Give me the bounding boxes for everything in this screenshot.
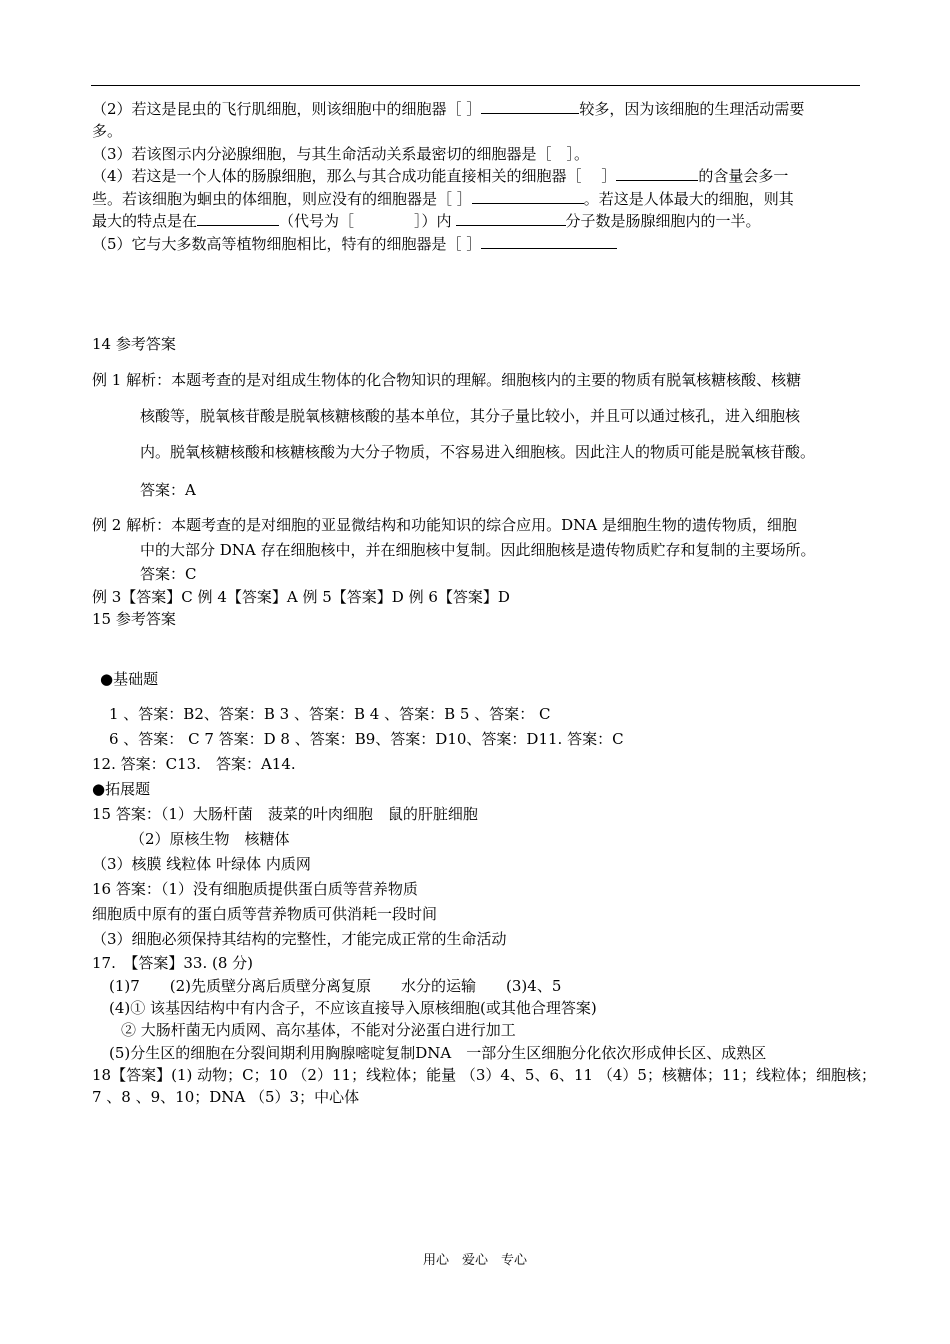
page-footer: 用心 爱心 专心 xyxy=(422,1253,527,1268)
example-1-line-1: 例 1 解析：本题考查的是对组成生物体的化合物知识的理解。细胞核内的主要的物质有脱氧核糖核酸、核糖 xyxy=(92,371,802,389)
q4-text-3a: 最大的特点是在 xyxy=(92,212,198,230)
example-2-line-1: 例 2 解析：本题考查的是对细胞的亚显微结构和功能知识的综合应用。DNA 是细胞生物的遗传物质，细胞 xyxy=(92,516,797,534)
q4-text-3b: （代号为［ ］）内 xyxy=(279,212,452,230)
q4-text-2-cont: 。若这是人体最大的细胞，则其 xyxy=(583,190,794,208)
answer-18-line-2: 7 、8 、9、10；DNA （5）3；中心体 xyxy=(92,1088,360,1106)
blank xyxy=(616,165,698,181)
examples-3-6-answers: 例 3【答案】C 例 4【答案】A 例 5【答案】D 例 6【答案】D xyxy=(92,588,510,606)
answer-15-line-1: 15 答案：（1）大肠杆菌 菠菜的叶肉细胞 鼠的肝脏细胞 xyxy=(92,805,478,823)
q2-text: （2）若这是昆虫的飞行肌细胞，则该细胞中的细胞器［ ］ xyxy=(92,100,482,118)
answer-17-line-1: 17. 【答案】33. (8 分) xyxy=(92,954,253,972)
header-rule xyxy=(91,85,860,86)
extension-questions-heading: ●拓展题 xyxy=(92,780,151,798)
answer-18-line-1: 18【答案】(1) 动物；C；10 （2）11；线粒体；能量 （3）4、5、6、11 （4）5；核糖体；11；线粒体；细胞核； xyxy=(92,1066,877,1084)
answer-15-line-3: （3）核膜 线粒体 叶绿体 内质网 xyxy=(92,855,311,873)
q3-line: （3）若该图示内分泌腺细胞，与其生命活动关系最密切的细胞器是［ ］。 xyxy=(92,145,590,163)
basic-answers-line-1: 1 、答案：B2、答案：B 3 、答案：B 4 、答案：B 5 、答案： C xyxy=(109,705,551,723)
q4-text-2: 些。若该细胞为蛔虫的体细胞，则应没有的细胞器是［ ］ xyxy=(92,190,472,208)
example-1-line-2: 核酸等，脱氧核苷酸是脱氧核糖核酸的基本单位，其分子量比较小，并且可以通过核孔，进入细胞核 xyxy=(140,407,801,425)
blank xyxy=(481,98,579,114)
q4-line-2 xyxy=(92,188,794,210)
q4-line xyxy=(92,165,788,187)
answer-17-line-3: (4)① 该基因结构中有内含子，不应该直接导入原核细胞(或其他合理答案) xyxy=(109,999,597,1017)
q4-text: （4）若这是一个人体的肠腺细胞，那么与其合成功能直接相关的细胞器［ ］ xyxy=(92,167,617,185)
example-1-answer: 答案：A xyxy=(140,481,196,499)
blank xyxy=(481,233,617,249)
q5-text: （5）它与大多数高等植物细胞相比，特有的细胞器是［ ］ xyxy=(92,235,482,253)
section-15-heading: 15 参考答案 xyxy=(92,610,176,628)
q4-text-3c: 分子数是肠腺细胞内的一半。 xyxy=(565,212,761,230)
answer-16-line-2: 细胞质中原有的蛋白质等营养物质可供消耗一段时间 xyxy=(92,905,438,923)
answer-16-line-1: 16 答案：（1）没有细胞质提供蛋白质等营养物质 xyxy=(92,880,418,898)
q2-line-2: 多。 xyxy=(92,122,123,140)
basic-answers-line-3: 12. 答案：C13. 答案：A14. xyxy=(92,755,296,773)
answer-15-line-2: （2）原核生物 核糖体 xyxy=(130,830,290,848)
answer-17-line-4: ② 大肠杆菌无内质网、高尔基体，不能对分泌蛋白进行加工 xyxy=(121,1021,516,1039)
answer-17-line-5: (5)分生区的细胞在分裂间期利用胸腺嘧啶复制DNA 一部分生区细胞分化依次形成伸长区、成熟区 xyxy=(109,1044,767,1062)
answer-17-line-2: (1)7 (2)先质壁分离后质壁分离复原 水分的运输 (3)4、5 xyxy=(109,977,562,995)
q5-line xyxy=(92,233,617,255)
blank xyxy=(197,210,279,226)
example-2-answer: 答案：C xyxy=(140,565,197,583)
blank xyxy=(472,188,584,204)
section-14-heading: 14 参考答案 xyxy=(92,335,176,353)
q2-text-cont: 较多，因为该细胞的生理活动需要 xyxy=(579,100,805,118)
q4-text-cont: 的含量会多一 xyxy=(698,167,789,185)
q2-line xyxy=(92,98,804,120)
answer-16-line-3: （3）细胞必须保持其结构的完整性，才能完成正常的生命活动 xyxy=(92,930,507,948)
basic-questions-heading: ●基础题 xyxy=(100,670,159,688)
blank xyxy=(456,210,566,226)
basic-answers-line-2: 6 、答案： C 7 答案：D 8 、答案：B9、答案：D10、答案：D11. 答案：C xyxy=(109,730,624,748)
example-2-line-2: 中的大部分 DNA 存在细胞核中，并在细胞核中复制。因此细胞核是遗传物质贮存和复制的主要场所。 xyxy=(140,541,816,559)
q4-line-3 xyxy=(92,210,761,232)
example-1-line-3: 内。脱氧核糖核酸和核糖核酸为大分子物质，不容易进入细胞核。因此注人的物质可能是脱氧核苷酸。 xyxy=(140,443,816,461)
